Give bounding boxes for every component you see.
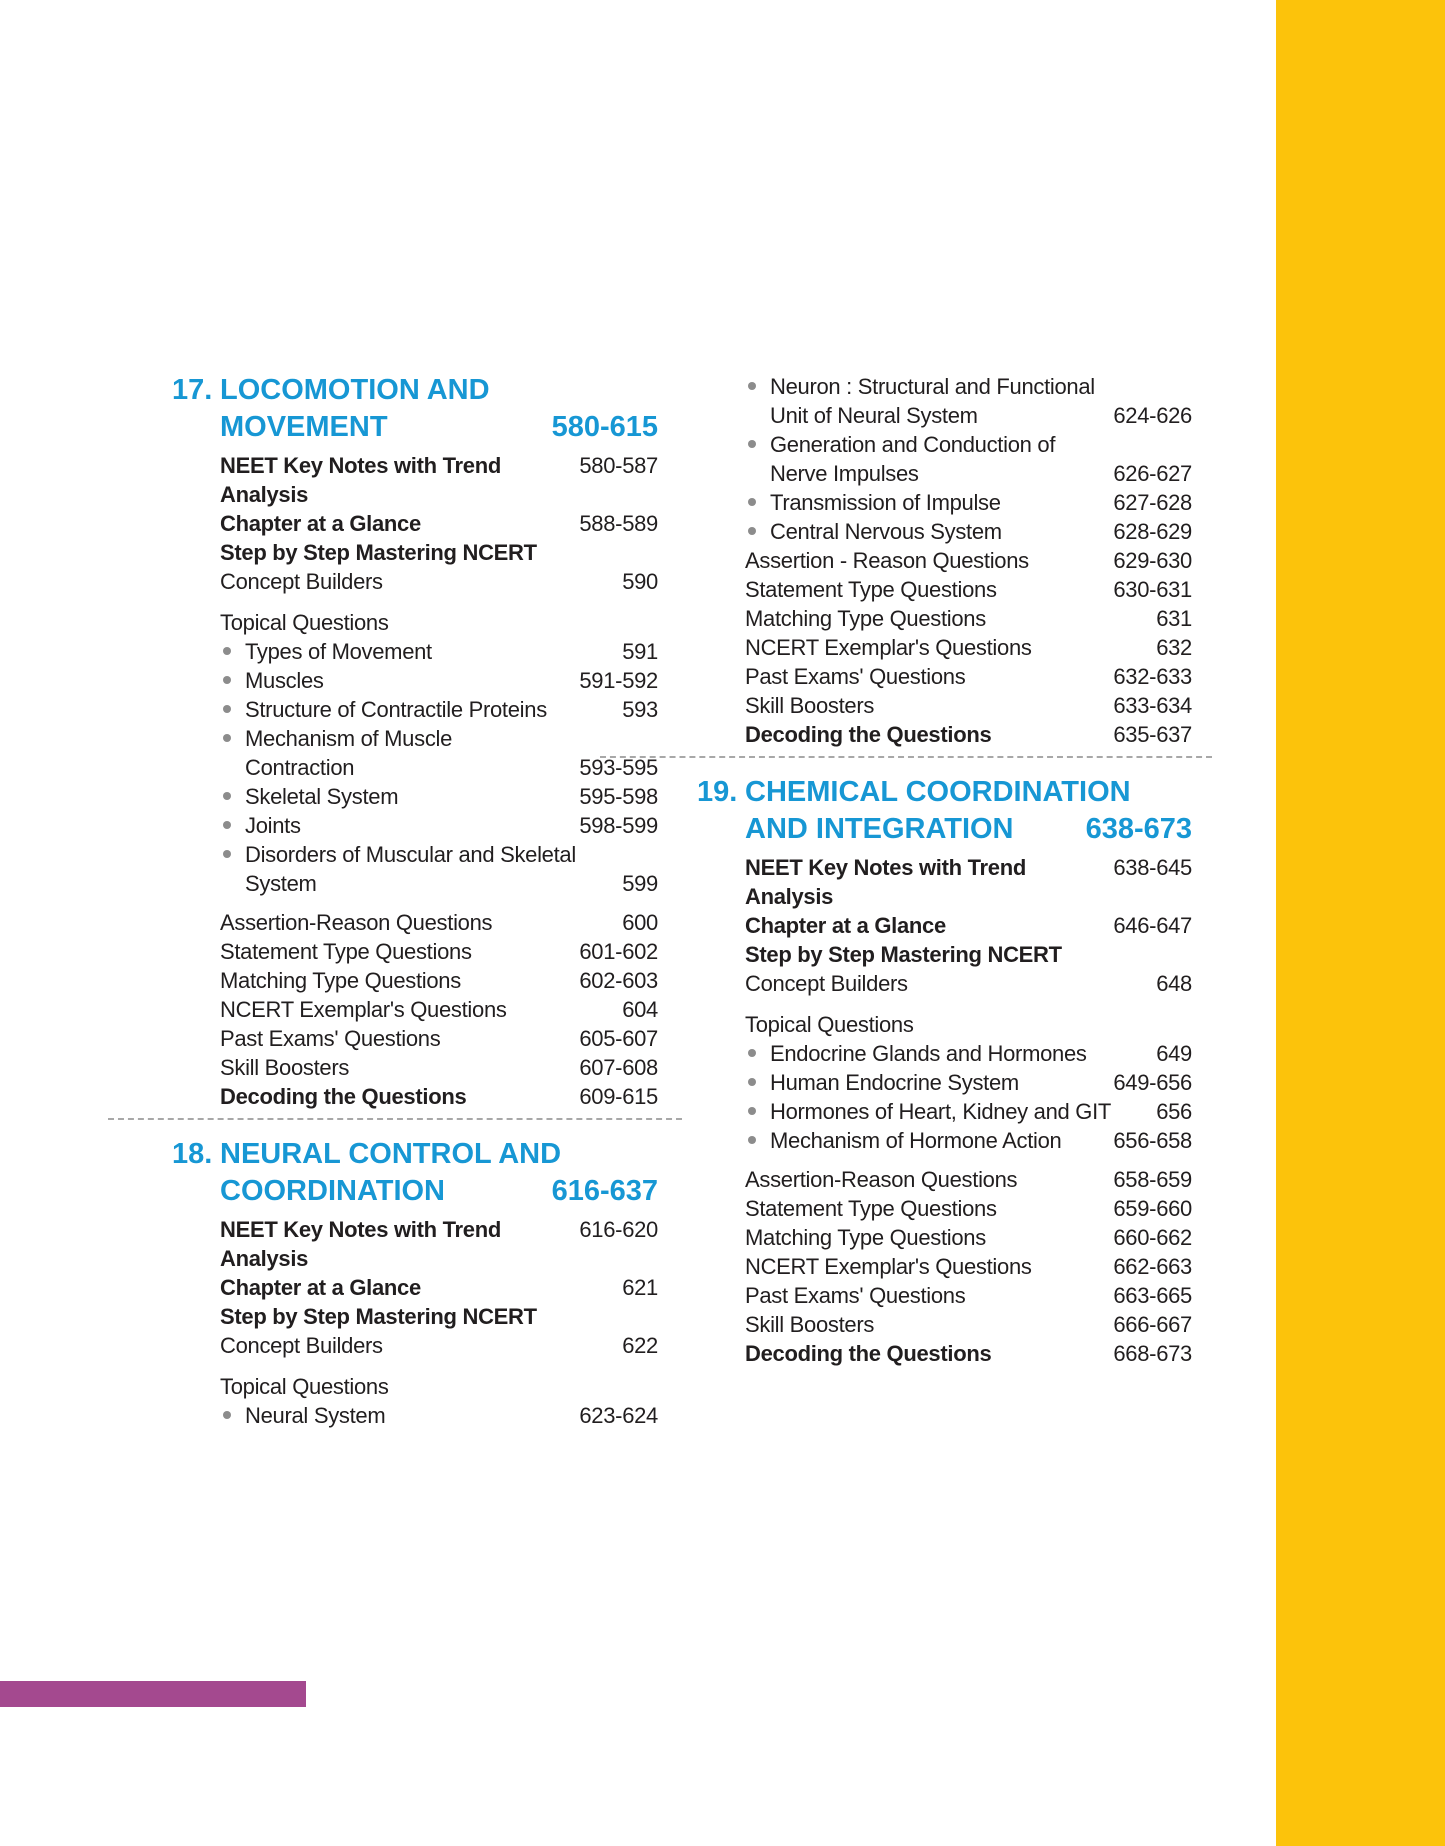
toc-entry	[172, 908, 658, 937]
entry-pages: 598-599	[579, 813, 658, 838]
entry-label: NEET Key Notes with Trend Analysis	[220, 453, 501, 507]
toc-entry	[697, 1165, 1192, 1194]
toc-bullet-row	[697, 372, 1192, 430]
entry-label: Step by Step Mastering NCERT	[220, 540, 537, 565]
toc-entry	[697, 575, 1192, 604]
entry-label: Structure of Contractile Proteins	[245, 697, 547, 722]
chapter-title	[220, 1136, 658, 1210]
chapter-pages: 616-637	[551, 1175, 658, 1207]
chapter-title-line: CHEMICAL COORDINATION	[745, 776, 1131, 808]
entry-label: NCERT Exemplar's Questions	[745, 1254, 1032, 1279]
toc-entry	[697, 1252, 1192, 1281]
toc-bullet-entry	[220, 637, 658, 666]
toc-bullet-entry	[745, 372, 1192, 401]
toc-bullet-row	[172, 840, 658, 898]
toc-entry	[697, 1194, 1192, 1223]
chapter-title-line: MOVEMENT	[220, 411, 388, 443]
bullet-icon	[748, 498, 756, 506]
toc-entry	[697, 940, 1192, 969]
entry-label: Topical Questions	[220, 1374, 389, 1399]
chapter-heading	[172, 372, 658, 446]
entry-pages: 633-634	[1113, 693, 1192, 718]
entry-label: NEET Key Notes with Trend Analysis	[220, 1217, 501, 1271]
toc-entry	[172, 1273, 658, 1302]
entry-pages: 607-608	[579, 1055, 658, 1080]
chapter-pages: 638-673	[1085, 813, 1192, 845]
toc-entry	[172, 1302, 658, 1331]
bullet-icon	[223, 705, 231, 713]
entry-label: Mechanism of Hormone Action	[770, 1128, 1062, 1153]
toc-bullet-row	[697, 1126, 1192, 1155]
toc-entry	[172, 966, 658, 995]
entry-label: Past Exams' Questions	[745, 664, 966, 689]
bullet-icon	[748, 527, 756, 535]
entry-pages: 624-626	[1113, 403, 1192, 428]
toc-bullet-row	[172, 666, 658, 695]
toc-bullet-row	[172, 695, 658, 724]
chapter-number: 19.	[697, 776, 738, 808]
toc-bullet-row	[697, 1097, 1192, 1126]
toc-bullet-row	[697, 430, 1192, 488]
entry-pages: 627-628	[1113, 490, 1192, 515]
toc-entry	[697, 662, 1192, 691]
entry-label: Transmission of Impulse	[770, 490, 1001, 515]
entry-label: Joints	[245, 813, 301, 838]
chapter-pages: 580-615	[551, 411, 658, 443]
toc-bullet-entry	[745, 1126, 1192, 1155]
toc-entry	[172, 1331, 658, 1360]
entry-pages: 638-645	[1113, 855, 1192, 880]
entry-label: Assertion - Reason Questions	[745, 548, 1029, 573]
toc-bullet-row	[172, 724, 658, 782]
entry-pages: 588-589	[579, 511, 658, 536]
toc-entry	[172, 937, 658, 966]
entry-label: Nerve Impulses	[770, 461, 919, 486]
entry-pages: 622	[622, 1333, 658, 1358]
entry-pages: 630-631	[1113, 577, 1192, 602]
toc-bullet-entry	[220, 695, 658, 724]
toc-bullet-entry	[220, 840, 658, 869]
toc-bullet-entry	[745, 1039, 1192, 1068]
toc-entry	[697, 911, 1192, 940]
chapter-heading	[697, 774, 1192, 848]
chapter-title	[220, 372, 658, 446]
toc-entry	[697, 604, 1192, 633]
entry-pages: 623-624	[579, 1403, 658, 1428]
toc-entry	[172, 567, 658, 596]
entry-label: Step by Step Mastering NCERT	[220, 1304, 537, 1329]
yellow-stripe	[1276, 0, 1445, 1846]
dashed-divider	[108, 1118, 682, 1120]
toc-column-right	[697, 372, 1192, 1368]
entry-pages: 668-673	[1113, 1341, 1192, 1366]
toc-bullet-row	[172, 1401, 658, 1430]
toc-entry	[697, 1339, 1192, 1368]
chapter-title-line: LOCOMOTION AND	[220, 374, 490, 406]
toc-bullet-entry	[745, 488, 1192, 517]
chapter-heading	[172, 1136, 658, 1210]
entry-pages: 658-659	[1113, 1167, 1192, 1192]
toc-bullet-entry	[745, 1097, 1192, 1126]
entry-label: Assertion-Reason Questions	[220, 910, 493, 935]
entry-label: Hormones of Heart, Kidney and GIT	[770, 1099, 1112, 1124]
toc-entry	[172, 509, 658, 538]
entry-label: Human Endocrine System	[770, 1070, 1019, 1095]
entry-label: Chapter at a Glance	[220, 511, 421, 536]
entry-label: NCERT Exemplar's Questions	[220, 997, 507, 1022]
entry-label: Neural System	[245, 1403, 386, 1428]
chapter-title-line: COORDINATION	[220, 1175, 446, 1207]
entry-label: Concept Builders	[220, 1333, 383, 1358]
entry-pages: 649-656	[1113, 1070, 1192, 1095]
toc-bullet-entry	[220, 666, 658, 695]
toc-entry	[697, 1310, 1192, 1339]
entry-label: Skeletal System	[245, 784, 399, 809]
toc-bullet-row	[172, 811, 658, 840]
entry-label: Topical Questions	[745, 1012, 914, 1037]
bullet-icon	[748, 1107, 756, 1115]
entry-label: Skill Boosters	[745, 693, 875, 718]
toc-entry	[172, 1053, 658, 1082]
entry-pages: 660-662	[1113, 1225, 1192, 1250]
toc-bullet-entry	[220, 1401, 658, 1430]
entry-label: Disorders of Muscular and Skeletal	[245, 842, 576, 867]
toc-bullet-row	[697, 488, 1192, 517]
entry-label: Statement Type Questions	[745, 577, 997, 602]
entry-label: Step by Step Mastering NCERT	[745, 942, 1062, 967]
entry-label: Neuron : Structural and Functional	[770, 374, 1095, 399]
toc-entry	[172, 608, 658, 637]
toc-entry	[172, 1215, 658, 1273]
toc-bullet-entry	[745, 401, 1192, 430]
chapter-number: 18.	[172, 1138, 213, 1170]
toc-entry	[172, 1024, 658, 1053]
entry-pages: 656-658	[1113, 1128, 1192, 1153]
entry-label: Endocrine Glands and Hormones	[770, 1041, 1087, 1066]
entry-pages: 593-595	[579, 755, 658, 780]
bullet-icon	[223, 821, 231, 829]
bullet-icon	[748, 1136, 756, 1144]
spacer	[697, 1155, 1192, 1165]
entry-pages: 646-647	[1113, 913, 1192, 938]
spacer	[172, 1360, 658, 1372]
toc-bullet-row	[172, 637, 658, 666]
toc-entry	[697, 720, 1192, 749]
entry-pages: 663-665	[1113, 1283, 1192, 1308]
entry-label: Unit of Neural System	[770, 403, 978, 428]
bullet-icon	[223, 676, 231, 684]
entry-pages: 628-629	[1113, 519, 1192, 544]
chapter-title	[745, 774, 1192, 848]
entry-label: Types of Movement	[245, 639, 432, 664]
toc-entry	[172, 1082, 658, 1111]
magenta-accent-bar	[0, 1681, 306, 1707]
entry-pages: 626-627	[1113, 461, 1192, 486]
entry-label: Chapter at a Glance	[220, 1275, 421, 1300]
entry-label: Chapter at a Glance	[745, 913, 946, 938]
bullet-icon	[223, 792, 231, 800]
entry-pages: 593	[622, 697, 658, 722]
entry-label: Matching Type Questions	[745, 606, 986, 631]
entry-pages: 648	[1156, 971, 1192, 996]
toc-bullet-row	[697, 517, 1192, 546]
entry-pages: 599	[622, 871, 658, 896]
toc-bullet-entry	[220, 811, 658, 840]
entry-pages: 666-667	[1113, 1312, 1192, 1337]
toc-entry	[172, 451, 658, 509]
entry-label: System	[245, 871, 317, 896]
chapter-number: 17.	[172, 374, 213, 406]
bullet-icon	[748, 1049, 756, 1057]
entry-label: Skill Boosters	[220, 1055, 350, 1080]
entry-pages: 616-620	[579, 1217, 658, 1242]
toc-entry	[697, 1223, 1192, 1252]
toc-entry	[172, 538, 658, 567]
entry-pages: 632	[1156, 635, 1192, 660]
dashed-divider	[600, 756, 1212, 758]
entry-pages: 595-598	[579, 784, 658, 809]
toc-bullet-entry	[220, 869, 658, 898]
entry-pages: 656	[1156, 1099, 1192, 1124]
entry-label: Statement Type Questions	[745, 1196, 997, 1221]
toc-bullet-entry	[745, 1068, 1192, 1097]
entry-label: Decoding the Questions	[745, 1341, 992, 1366]
spacer	[697, 998, 1192, 1010]
entry-pages: 659-660	[1113, 1196, 1192, 1221]
toc-bullet-entry	[745, 459, 1192, 488]
toc-column-left	[172, 372, 658, 1430]
entry-pages: 591	[622, 639, 658, 664]
entry-label: Matching Type Questions	[745, 1225, 986, 1250]
toc-entry	[697, 633, 1192, 662]
toc-entry	[697, 853, 1192, 911]
spacer	[172, 898, 658, 908]
entry-pages: 601-602	[579, 939, 658, 964]
entry-label: Generation and Conduction of	[770, 432, 1056, 457]
entry-label: NEET Key Notes with Trend Analysis	[745, 855, 1026, 909]
entry-label: Skill Boosters	[745, 1312, 875, 1337]
entry-pages: 600	[622, 910, 658, 935]
entry-pages: 662-663	[1113, 1254, 1192, 1279]
spacer	[172, 596, 658, 608]
bullet-icon	[223, 850, 231, 858]
toc-bullet-entry	[745, 430, 1192, 459]
entry-label: Muscles	[245, 668, 324, 693]
entry-label: Statement Type Questions	[220, 939, 472, 964]
entry-pages: 629-630	[1113, 548, 1192, 573]
entry-label: Concept Builders	[745, 971, 908, 996]
entry-pages: 590	[622, 569, 658, 594]
toc-bullet-entry	[745, 517, 1192, 546]
toc-bullet-entry	[220, 724, 658, 753]
entry-pages: 604	[622, 997, 658, 1022]
toc-bullet-row	[697, 1068, 1192, 1097]
entry-pages: 632-633	[1113, 664, 1192, 689]
entry-pages: 649	[1156, 1041, 1192, 1066]
bullet-icon	[223, 1411, 231, 1419]
bullet-icon	[748, 1078, 756, 1086]
bullet-icon	[748, 440, 756, 448]
entry-label: Decoding the Questions	[220, 1084, 467, 1109]
entry-pages: 631	[1156, 606, 1192, 631]
entry-label: Topical Questions	[220, 610, 389, 635]
entry-label: Past Exams' Questions	[745, 1283, 966, 1308]
bullet-icon	[223, 647, 231, 655]
toc-entry	[697, 1010, 1192, 1039]
entry-label: Past Exams' Questions	[220, 1026, 441, 1051]
entry-pages: 609-615	[579, 1084, 658, 1109]
entry-pages: 605-607	[579, 1026, 658, 1051]
toc-bullet-row	[697, 1039, 1192, 1068]
toc-entry	[697, 1281, 1192, 1310]
entry-label: NCERT Exemplar's Questions	[745, 635, 1032, 660]
toc-entry	[697, 546, 1192, 575]
toc-entry	[172, 995, 658, 1024]
toc-bullet-entry	[220, 782, 658, 811]
toc-entry	[697, 969, 1192, 998]
toc-entry	[697, 691, 1192, 720]
toc-bullet-row	[172, 782, 658, 811]
entry-pages: 621	[622, 1275, 658, 1300]
entry-pages: 602-603	[579, 968, 658, 993]
bullet-icon	[223, 734, 231, 742]
entry-label: Contraction	[245, 755, 355, 780]
entry-label: Matching Type Questions	[220, 968, 461, 993]
toc-entry	[172, 1372, 658, 1401]
entry-pages: 635-637	[1113, 722, 1192, 747]
entry-label: Central Nervous System	[770, 519, 1002, 544]
chapter-title-line: AND INTEGRATION	[745, 813, 1014, 845]
entry-label: Mechanism of Muscle	[245, 726, 453, 751]
chapter-title-line: NEURAL CONTROL AND	[220, 1138, 562, 1170]
entry-pages: 580-587	[579, 453, 658, 478]
entry-label: Concept Builders	[220, 569, 383, 594]
entry-pages: 591-592	[579, 668, 658, 693]
entry-label: Decoding the Questions	[745, 722, 992, 747]
entry-label: Assertion-Reason Questions	[745, 1167, 1018, 1192]
toc-bullet-entry	[220, 753, 658, 782]
bullet-icon	[748, 382, 756, 390]
